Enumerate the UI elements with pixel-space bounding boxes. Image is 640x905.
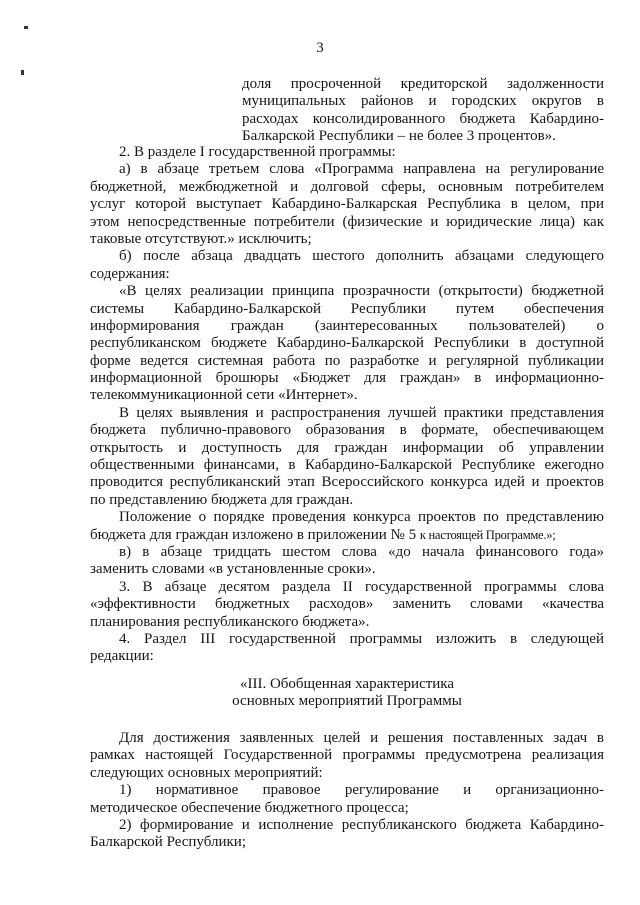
text-line: расходах консолидированного бюджета Кабардино- <box>242 110 604 127</box>
section-heading <box>90 676 604 711</box>
text-line: редакции: <box>90 648 154 665</box>
intro-paragraph <box>242 76 604 146</box>
text-line: Балкарской Республики – не более 3 процентов». <box>242 128 556 145</box>
text-line: 3. В абзаце десятом раздела II государственной программы слова <box>119 578 604 595</box>
text-line: Положение о порядке проведения конкурса проектов по представлению <box>119 509 604 526</box>
text-line: 4. Раздел III государственной программы изложить в следующей <box>119 630 604 647</box>
heading-line: «III. Обобщенная характеристика <box>239 676 455 692</box>
text-line: этом непосредственные потребители (физические и юридические лица) как <box>90 213 604 230</box>
text-line: 2) формирование и исполнение республиканского бюджета Кабардино- <box>119 816 604 833</box>
text-line: бюджета публично-правового образования в формате, обеспечивающем <box>90 422 604 439</box>
text-line: телекоммуникационной сети «Интернет». <box>90 387 358 404</box>
text-line: таковые отсутствуют.» исключить; <box>90 230 312 247</box>
text-line: по представлению бюджета для граждан. <box>90 491 354 508</box>
text-line: «эффективности бюджетных расходов» заменить словами «качества <box>90 596 604 613</box>
text-line: форме ведется системная работа по разработке и регулярной публикации <box>90 352 604 369</box>
text-line: Для достижения заявленных целей и решения поставленных задач в <box>119 730 604 746</box>
text-line: проводится республиканский этап Всероссийского конкурса идей и проектов <box>90 474 604 491</box>
scan-mark <box>24 26 28 29</box>
text-line: системы Кабардино-Балкарской Республики путем обеспечения <box>90 300 604 317</box>
text-line: Балкарской Республики; <box>90 834 246 851</box>
text-line-with-insert <box>90 527 604 544</box>
text-line: заменить словами «в установленные сроки». <box>90 561 376 578</box>
text-line: следующих основных мероприятий: <box>90 764 323 781</box>
text-line: открытость и доступность для граждан информации об управлении <box>90 439 604 456</box>
text-line: информационной брошюры «Бюджет для граждан» в информационно- <box>90 370 604 387</box>
amendments-body <box>90 144 604 666</box>
text-line: а) в абзаце третьем слова «Программа направлена на регулирование <box>119 161 604 178</box>
text-line: бюджетной, межбюджетной и долговой сферы, основным потребителем <box>90 178 604 195</box>
text-line: методическое обеспечение бюджетного процесса; <box>90 799 409 816</box>
page-number: 3 <box>316 40 324 56</box>
line-text: бюджета для граждан изложено в приложении № 5 <box>90 526 417 543</box>
text-line: доля просроченной кредиторской задолженности <box>242 76 604 92</box>
section-body <box>90 730 604 852</box>
text-line: в) в абзаце тридцать шестом слова «до начала финансового года» <box>119 543 604 560</box>
text-line: В целях выявления и распространения лучшей практики представления <box>119 404 604 421</box>
text-line: 2. В разделе I государственной программы: <box>119 144 396 160</box>
text-line: услуг которой выступает Кабардино-Балкарская Республика в целом, при <box>90 196 604 213</box>
scan-mark <box>21 70 24 75</box>
heading-line: основных мероприятий Программы <box>232 693 462 710</box>
text-line: рамках настоящей Государственной программы предусмотрена реализация <box>90 747 604 764</box>
text-line: содержания: <box>90 265 170 282</box>
text-line: информирования граждан (заинтересованных пользователей) о <box>90 317 604 334</box>
handwritten-insert: к настоящей Программе.»; <box>419 527 556 542</box>
text-line: муниципальных районов и городских округов в <box>242 93 604 110</box>
text-line: 1) нормативное правовое регулирование и организационно- <box>119 782 604 799</box>
text-line: б) после абзаца двадцать шестого дополнить абзацами следующего <box>119 248 604 265</box>
text-line: планирования республиканского бюджета». <box>90 613 370 630</box>
text-line: республиканском бюджете Кабардино-Балкарской Республики в доступной <box>90 335 604 352</box>
text-line: «В целях реализации принципа прозрачности (открытости) бюджетной <box>119 283 604 300</box>
text-line: общественными финансами, в Кабардино-Балкарской Республике ежегодно <box>90 457 604 474</box>
